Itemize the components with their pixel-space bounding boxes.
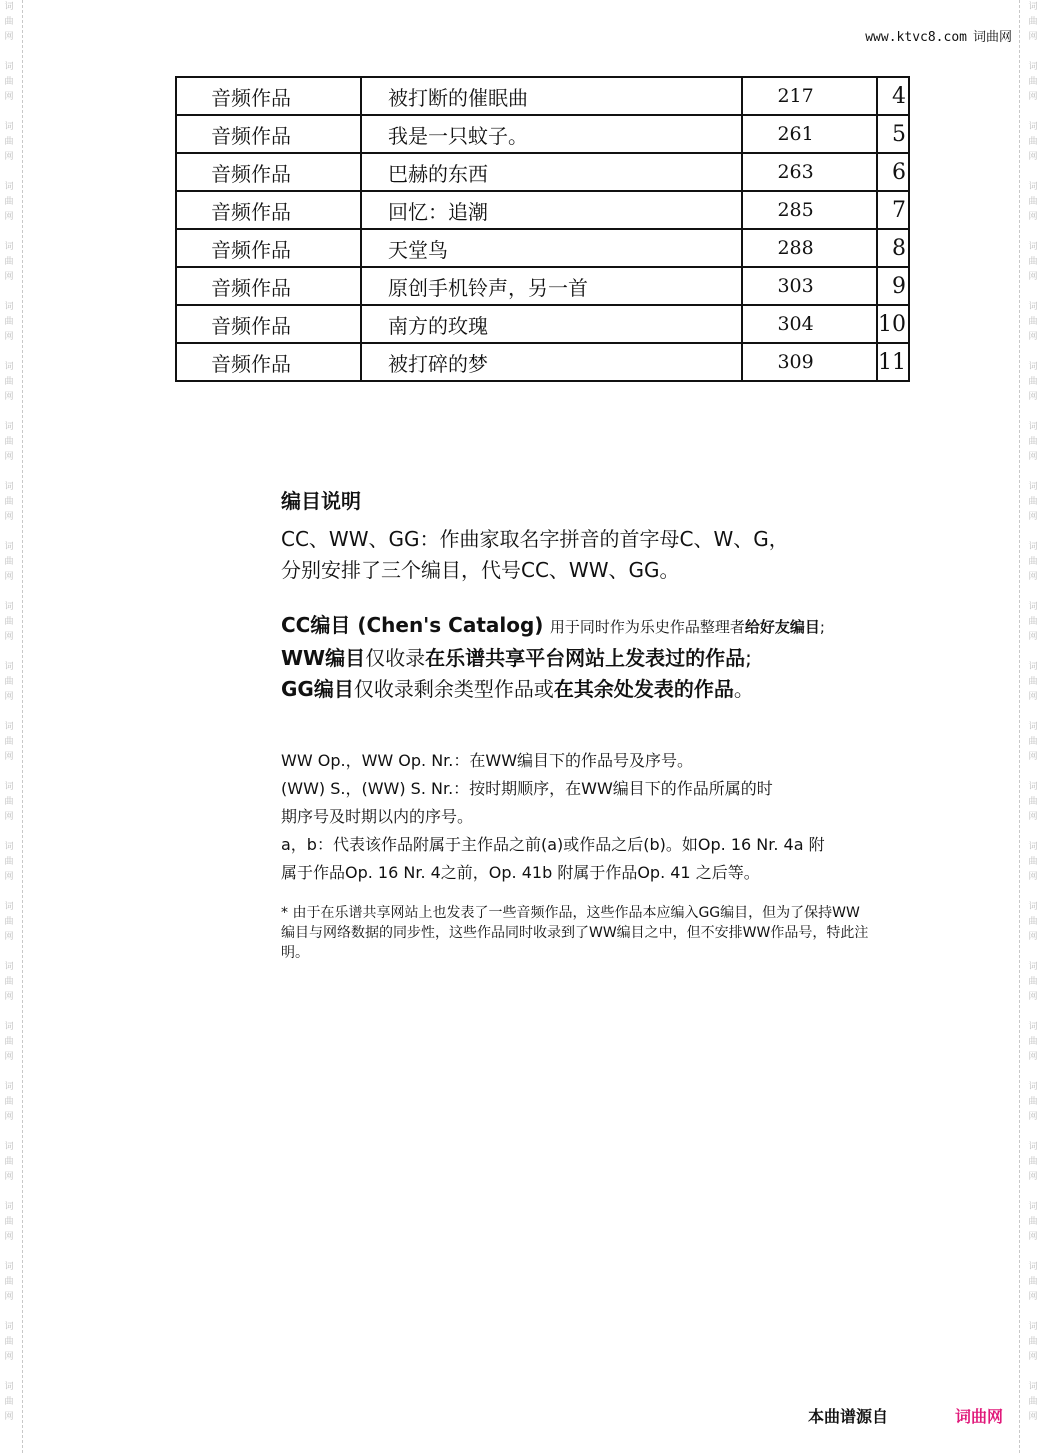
watermark-group [2,660,16,720]
watermark-char: 词 [1028,1142,1038,1152]
watermark-char: 网 [4,92,14,102]
site-url-link[interactable]: www.ktvc8.com [865,30,967,45]
watermark-char: 曲 [4,257,14,267]
ww-bold: 在乐谱共享平台网站上发表过的作品 [425,646,746,670]
table-row [176,115,909,153]
watermark-char: 网 [1028,572,1038,582]
table-row [176,343,909,381]
intro-line-2: 分别安排了三个编目，代号CC、WW、GG。 [281,558,680,582]
watermark-char: 网 [4,452,14,462]
watermark-char: 曲 [4,1157,14,1167]
watermark-char: 词 [4,902,14,912]
watermark-char: 词 [1028,602,1038,612]
watermark-char: 曲 [1028,197,1038,207]
watermark-char: 曲 [1028,137,1038,147]
watermark-group [2,720,16,780]
watermark-char: 网 [1028,452,1038,462]
def-line-2: (WW) S.，(WW) S. Nr.：按时期顺序，在WW编目下的作品所属的时 [281,779,773,798]
watermark-group [2,1140,16,1200]
watermark-char: 网 [4,152,14,162]
watermark-char: 词 [1028,1202,1038,1212]
watermark-char: 曲 [1028,1337,1038,1347]
work-type-cell: 音频作品 [176,267,361,305]
watermark-char: 网 [1028,92,1038,102]
watermark-char: 词 [4,1202,14,1212]
watermark-char: 曲 [1028,797,1038,807]
watermark-char: 网 [4,692,14,702]
table-row [176,305,909,343]
watermark-group [1026,1080,1040,1140]
watermark-char: 词 [4,1322,14,1332]
footer-source-label: 本曲谱源自 [808,1407,889,1426]
watermark-char: 曲 [1028,1097,1038,1107]
watermark-group [1026,480,1040,540]
watermark-char: 词 [4,1262,14,1272]
watermark-char: 曲 [1028,1037,1038,1047]
work-number-cell: 9 [877,267,909,305]
watermark-char: 网 [1028,1112,1038,1122]
page-number-cell: 217 [742,77,877,115]
watermark-char: 网 [4,212,14,222]
watermark-char: 网 [4,1352,14,1362]
left-watermark-text [2,0,16,1440]
work-number-cell: 10 [877,305,909,343]
right-watermark-text [1026,0,1040,1440]
watermark-group [2,60,16,120]
right-watermark-strip [1028,0,1042,1453]
watermark-char: 词 [1028,1322,1038,1332]
watermark-char: 词 [4,62,14,72]
watermark-char: 词 [1028,2,1038,12]
watermark-group [2,540,16,600]
watermark-char: 词 [1028,902,1038,912]
work-type-cell: 音频作品 [176,77,361,115]
watermark-char: 曲 [4,137,14,147]
watermark-char: 网 [1028,872,1038,882]
watermark-char: 词 [1028,1262,1038,1272]
watermark-char: 网 [4,512,14,522]
watermark-char: 曲 [4,77,14,87]
watermark-group [1026,660,1040,720]
watermark-char: 词 [4,542,14,552]
watermark-char: 网 [1028,512,1038,522]
watermark-char: 网 [4,272,14,282]
cc-text [550,618,825,636]
watermark-group [1026,60,1040,120]
work-type-cell: 音频作品 [176,153,361,191]
watermark-group [2,180,16,240]
work-type-cell: 音频作品 [176,115,361,153]
table-row [176,229,909,267]
watermark-group [2,1260,16,1320]
watermark-group [1026,960,1040,1020]
abbreviation-definitions [281,747,881,887]
watermark-char: 网 [4,1292,14,1302]
gg-mid: 仅收录剩余类型作品或 [353,677,554,701]
watermark-char: 曲 [1028,317,1038,327]
watermark-char: 曲 [1028,17,1038,27]
watermark-group [1026,360,1040,420]
watermark-group [1026,420,1040,480]
watermark-char: 曲 [4,377,14,387]
work-number-cell: 6 [877,153,909,191]
watermark-group [1026,1380,1040,1440]
watermark-char: 网 [4,1232,14,1242]
watermark-char: 词 [1028,302,1038,312]
site-header [865,26,1012,45]
watermark-group [2,0,16,60]
watermark-group [2,300,16,360]
table-row [176,153,909,191]
watermark-char: 曲 [4,17,14,27]
watermark-char: 网 [4,32,14,42]
watermark-char: 网 [1028,1292,1038,1302]
left-dashed-rule [22,0,23,1453]
watermark-group [2,1080,16,1140]
watermark-group [1026,300,1040,360]
ww-lead: WW编目 [281,646,366,670]
watermark-char: 曲 [1028,1277,1038,1287]
right-dashed-rule [1019,0,1020,1453]
watermark-group [2,240,16,300]
watermark-char: 词 [4,182,14,192]
watermark-group [1026,1020,1040,1080]
work-type-cell: 音频作品 [176,229,361,267]
notes-heading: 编目说明 [281,489,361,513]
table-row [176,191,909,229]
watermark-group [2,960,16,1020]
watermark-char: 网 [1028,32,1038,42]
table-row [176,267,909,305]
watermark-char: 词 [4,722,14,732]
watermark-char: 网 [4,1052,14,1062]
watermark-group [2,1200,16,1260]
watermark-char: 曲 [1028,497,1038,507]
watermark-char: 网 [1028,692,1038,702]
watermark-group [1026,600,1040,660]
watermark-group [2,840,16,900]
left-watermark-strip [0,0,14,1453]
def-line-3: 期序号及时期以内的序号。 [281,807,474,826]
watermark-group [1026,540,1040,600]
watermark-char: 曲 [4,1397,14,1407]
work-title-cell: 天堂鸟 [361,229,743,267]
watermark-char: 词 [4,662,14,672]
watermark-group [2,1020,16,1080]
watermark-char: 网 [4,1172,14,1182]
page-number-cell: 303 [742,267,877,305]
work-type-cell: 音频作品 [176,191,361,229]
watermark-char: 曲 [1028,77,1038,87]
watermark-char: 网 [1028,1352,1038,1362]
watermark-char: 网 [4,572,14,582]
watermark-char: 曲 [4,1217,14,1227]
watermark-char: 网 [1028,272,1038,282]
gg-bold: 在其余处发表的作品 [553,677,734,701]
def-line-4: a，b：代表该作品附属于主作品之前(a)或作品之后(b)。如Op. 16 Nr. 4a 附 [281,835,825,854]
watermark-char: 词 [1028,722,1038,732]
catalog-descriptions [281,610,881,705]
watermark-char: 网 [4,1112,14,1122]
page-number-cell: 309 [742,343,877,381]
watermark-char: 词 [1028,122,1038,132]
watermark-char: 曲 [1028,917,1038,927]
watermark-char: 曲 [1028,1217,1038,1227]
watermark-char: 曲 [4,557,14,567]
watermark-group [2,1380,16,1440]
watermark-char: 词 [4,482,14,492]
watermark-char: 网 [4,392,14,402]
intro-line-1: CC、WW、GG：作曲家取名字拼音的首字母C、W、G， [281,527,789,551]
watermark-char: 曲 [4,197,14,207]
watermark-char: 网 [1028,812,1038,822]
cc-small: 用于同时作为乐史作品整理者 [549,618,745,636]
watermark-char: 词 [4,1082,14,1092]
watermark-char: 网 [4,812,14,822]
watermark-char: 网 [1028,152,1038,162]
ww-end: ; [745,646,752,670]
watermark-char: 曲 [4,917,14,927]
def-line-1: WW Op.，WW Op. Nr.：在WW编目下的作品号及序号。 [281,751,694,770]
watermark-char: 网 [4,992,14,1002]
work-title-cell: 回忆：追潮 [361,191,743,229]
work-title-cell: 我是一只蚊子。 [361,115,743,153]
watermark-char: 曲 [1028,737,1038,747]
watermark-char: 曲 [4,677,14,687]
watermark-group [1026,720,1040,780]
watermark-char: 词 [4,122,14,132]
page-number-cell: 261 [742,115,877,153]
watermark-group [2,780,16,840]
watermark-char: 词 [1028,1022,1038,1032]
watermark-char: 词 [4,422,14,432]
watermark-char: 曲 [4,857,14,867]
watermark-group [2,360,16,420]
watermark-group [1026,840,1040,900]
watermark-char: 网 [1028,1232,1038,1242]
watermark-char: 网 [1028,1052,1038,1062]
watermark-group [1026,180,1040,240]
watermark-char: 曲 [4,497,14,507]
page-number-cell: 263 [742,153,877,191]
watermark-group [2,1320,16,1380]
page-number-cell: 304 [742,305,877,343]
watermark-group [2,480,16,540]
watermark-char: 曲 [1028,1157,1038,1167]
watermark-char: 词 [1028,182,1038,192]
cc-end: ; [819,618,825,636]
watermark-char: 网 [4,872,14,882]
watermark-char: 网 [4,632,14,642]
watermark-char: 曲 [4,1037,14,1047]
watermark-char: 曲 [4,317,14,327]
watermark-group [2,420,16,480]
work-title-cell: 南方的玫瑰 [361,305,743,343]
watermark-char: 曲 [1028,437,1038,447]
work-title-cell: 巴赫的东西 [361,153,743,191]
watermark-char: 网 [1028,632,1038,642]
footer-site-logo[interactable]: 词曲网 [955,1407,1004,1426]
watermark-group [2,900,16,960]
catalog-notes [281,485,881,963]
watermark-char: 曲 [1028,857,1038,867]
watermark-char: 网 [1028,392,1038,402]
watermark-group [1026,780,1040,840]
def-line-5: 属于作品Op. 16 Nr. 4之前，Op. 41b 附属于作品Op. 41 之后等。 [281,863,760,882]
watermark-char: 曲 [1028,617,1038,627]
watermark-char: 网 [4,932,14,942]
watermark-char: 曲 [4,737,14,747]
work-number-cell: 8 [877,229,909,267]
watermark-char: 词 [4,1382,14,1392]
work-number-cell: 11 [877,343,909,381]
watermark-char: 词 [1028,662,1038,672]
works-table [175,76,910,382]
watermark-char: 网 [1028,212,1038,222]
watermark-char: 曲 [1028,377,1038,387]
watermark-char: 词 [1028,782,1038,792]
watermark-char: 词 [4,242,14,252]
watermark-char: 曲 [4,797,14,807]
footnote: * 由于在乐谱共享网站上也发表了一些音频作品，这些作品本应编入GG编目，但为了保持WW编目与网络数据的同步性，这些作品同时收录到了WW编目之中，但不安排WW作品号，特此注明。 [281,905,869,961]
work-title-cell: 被打碎的梦 [361,343,743,381]
watermark-group [2,120,16,180]
watermark-char: 词 [4,602,14,612]
watermark-char: 曲 [4,437,14,447]
watermark-char: 词 [4,2,14,12]
watermark-char: 曲 [1028,557,1038,567]
watermark-char: 词 [4,842,14,852]
watermark-group [1026,120,1040,180]
watermark-char: 词 [4,962,14,972]
watermark-char: 网 [1028,1172,1038,1182]
work-type-cell: 音频作品 [176,305,361,343]
watermark-char: 曲 [4,1097,14,1107]
site-name: 词曲网 [972,30,1012,45]
watermark-char: 词 [1028,242,1038,252]
watermark-char: 网 [4,1412,14,1422]
watermark-char: 词 [1028,842,1038,852]
watermark-char: 词 [1028,1382,1038,1392]
watermark-char: 曲 [1028,677,1038,687]
watermark-char: 词 [4,302,14,312]
watermark-char: 曲 [1028,257,1038,267]
cc-lead: CC编目 (Chen's Catalog) [281,613,544,637]
watermark-char: 词 [4,362,14,372]
watermark-char: 词 [1028,62,1038,72]
watermark-char: 曲 [4,1277,14,1287]
work-number-cell: 7 [877,191,909,229]
watermark-char: 词 [4,782,14,792]
watermark-char: 网 [1028,992,1038,1002]
watermark-char: 网 [1028,932,1038,942]
watermark-char: 曲 [4,1337,14,1347]
watermark-group [1026,240,1040,300]
watermark-char: 网 [4,752,14,762]
watermark-group [1026,1260,1040,1320]
work-type-cell: 音频作品 [176,343,361,381]
gg-end: 。 [733,677,754,701]
watermark-char: 词 [1028,1082,1038,1092]
watermark-group [1026,900,1040,960]
watermark-group [1026,1200,1040,1260]
watermark-group [1026,0,1040,60]
table-row [176,77,909,115]
watermark-char: 词 [1028,482,1038,492]
watermark-char: 网 [1028,752,1038,762]
watermark-char: 词 [1028,542,1038,552]
watermark-char: 词 [4,1022,14,1032]
watermark-char: 曲 [4,617,14,627]
gg-lead: GG编目 [281,677,354,701]
watermark-char: 词 [1028,962,1038,972]
work-title-cell: 原创手机铃声，另一首 [361,267,743,305]
watermark-char: 曲 [1028,977,1038,987]
works-table-body [176,77,909,381]
page-number-cell: 285 [742,191,877,229]
notes-intro [281,524,881,586]
work-title-cell: 被打断的催眠曲 [361,77,743,115]
watermark-char: 词 [1028,422,1038,432]
work-number-cell: 4 [877,77,909,115]
page-number-cell: 288 [742,229,877,267]
cc-bold: 给好友编目 [744,618,820,636]
watermark-group [2,600,16,660]
watermark-char: 曲 [4,977,14,987]
watermark-group [1026,1140,1040,1200]
watermark-char: 网 [4,332,14,342]
watermark-group [1026,1320,1040,1380]
watermark-char: 词 [4,1142,14,1152]
work-number-cell: 5 [877,115,909,153]
ww-mid: 仅收录 [365,646,426,670]
watermark-char: 网 [1028,332,1038,342]
watermark-char: 曲 [1028,1397,1038,1407]
watermark-char: 网 [1028,1412,1038,1422]
watermark-char: 词 [1028,362,1038,372]
